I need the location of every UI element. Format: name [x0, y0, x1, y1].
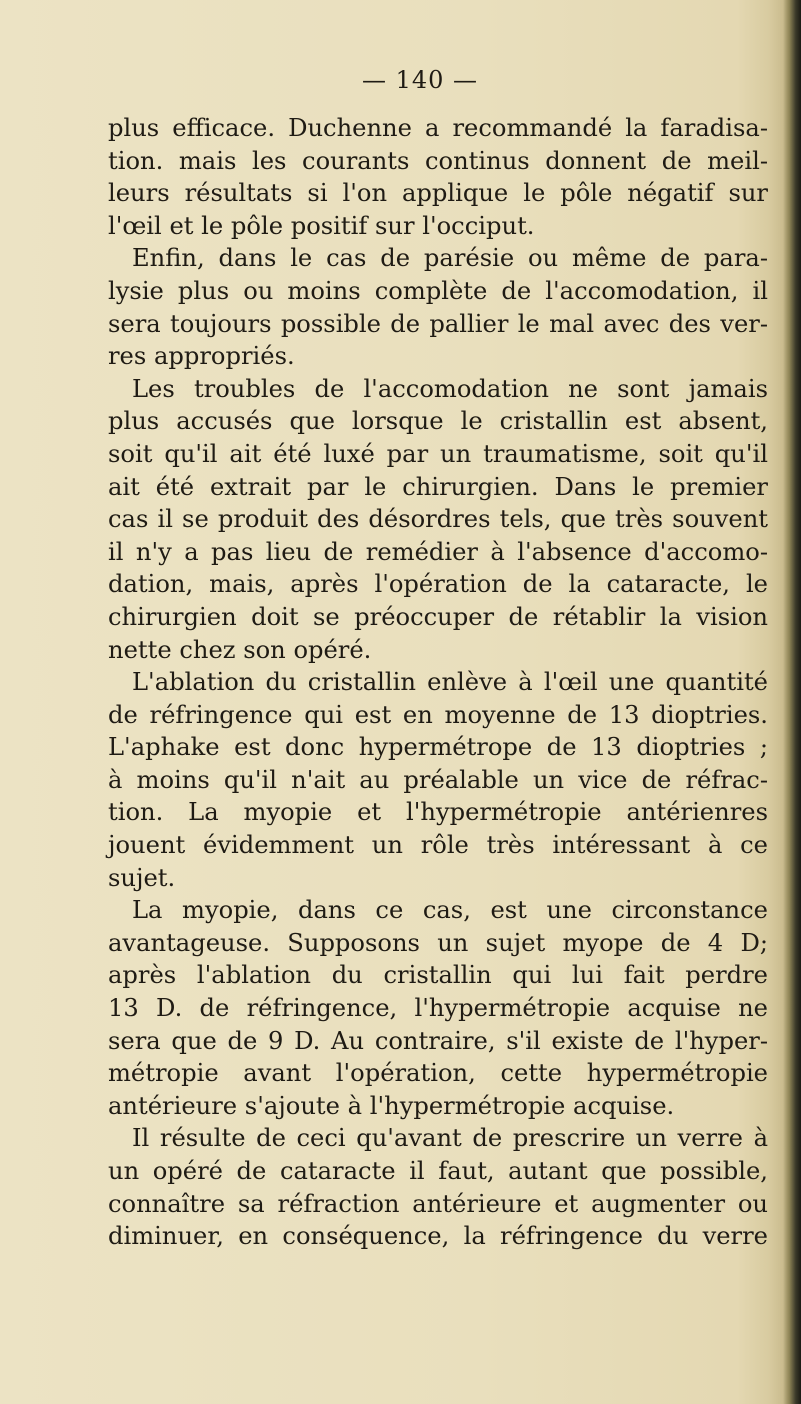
text-line: sera que de 9 D. Au contraire, s'il existe de l'hyper-	[108, 1026, 768, 1055]
text-line: diminuer, en conséquence, la réfringence du verre	[108, 1222, 768, 1251]
text-line: soit qu'il ait été luxé par un traumatisme, soit qu'il	[108, 439, 768, 468]
text-line: sujet.	[108, 863, 176, 892]
text-line: Les troubles de l'accomodation ne sont jamais	[132, 374, 768, 403]
text-line: lysie plus ou moins complète de l'accomodation, il	[108, 276, 768, 305]
text-line: leurs résultats si l'on applique le pôle négatif sur	[108, 179, 768, 208]
text-line: ait été extrait par le chirurgien. Dans le premier	[108, 472, 768, 501]
text-line: dation, mais, après l'opération de la cataracte, le	[108, 570, 768, 599]
text-line: L'aphake est donc hypermétrope de 13 dioptries ;	[108, 733, 768, 762]
text-line: jouent évidemment un rôle très intéressant à ce	[108, 831, 768, 860]
text-line: à moins qu'il n'ait au préalable un vice de réfrac-	[108, 765, 768, 794]
text-line: nette chez son opéré.	[108, 635, 372, 664]
text-line: sera toujours possible de pallier le mal avec des ver-	[108, 309, 768, 338]
text-line: chirurgien doit se préoccuper de rétablir la vision	[108, 602, 768, 631]
text-line: cas il se produit des désordres tels, que très souvent	[108, 505, 768, 534]
text-line: l'œil et le pôle positif sur l'occiput.	[108, 211, 535, 240]
text-line: plus efficace. Duchenne a recommandé la faradisa-	[108, 114, 768, 142]
text-line: plus accusés que lorsque le cristallin est absent,	[108, 407, 768, 436]
text-line: connaître sa réfraction antérieure et augmenter ou	[108, 1189, 768, 1218]
text-line: Enfin, dans le cas de parésie ou même de para-	[132, 244, 768, 273]
text-line: un opéré de cataracte il faut, autant que possible,	[108, 1157, 768, 1185]
text-line: de réfringence qui est en moyenne de 13 dioptries.	[108, 700, 768, 729]
text-line: L'ablation du cristallin enlève à l'œil une quantité	[132, 668, 768, 697]
text-line: 13 D. de réfringence, l'hypermétropie acquise ne	[108, 994, 768, 1023]
text-line: tion. mais les courants continus donnent de meil-	[108, 146, 768, 175]
text-line: tion. La myopie et l'hypermétropie antérienres	[108, 798, 768, 827]
text-line: il n'y a pas lieu de remédier à l'absence d'accomo-	[108, 537, 768, 566]
body-text	[108, 112, 768, 1253]
text-line: antérieure s'ajoute à l'hypermétropie acquise.	[108, 1091, 675, 1120]
text-line: avantageuse. Supposons un sujet myope de 4 D;	[108, 928, 768, 957]
text-line: Il résulte de ceci qu'avant de prescrire un verre à	[132, 1124, 768, 1153]
text-line: métropie avant l'opération, cette hypermétropie	[108, 1059, 768, 1088]
text-line: res appropriés.	[108, 342, 295, 371]
page-number: — 140 —	[361, 66, 479, 94]
text-line: après l'ablation du cristallin qui lui fait perdre	[108, 961, 768, 990]
text-line: La myopie, dans ce cas, est une circonstance	[132, 896, 768, 925]
page-edge-shadow	[783, 0, 801, 1404]
